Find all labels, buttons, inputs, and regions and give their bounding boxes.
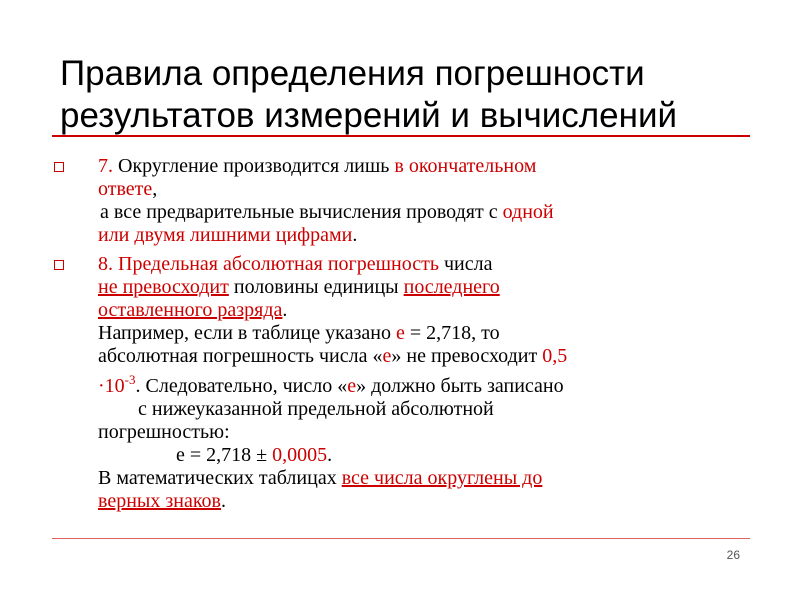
rule-item-8 xyxy=(98,253,738,513)
title-divider xyxy=(52,135,750,137)
item8-line-8: погрешностью: xyxy=(98,421,230,443)
item8-line-4: Например, если в таблице указано е = 2,718, то xyxy=(98,322,500,344)
item7-line-4: или двумя лишними цифрами. xyxy=(98,224,358,246)
item8-line-11: верных знаков. xyxy=(98,490,226,512)
item8-line-7: с нижеуказанной предельной абсолютной xyxy=(138,398,494,420)
item7-line-2: ответе, xyxy=(98,178,158,200)
square-bullet-icon xyxy=(54,162,64,172)
slide-title xyxy=(60,53,760,137)
page-number: 26 xyxy=(726,548,740,562)
item7-line-1: 7. Округление производится лишь в окончательном xyxy=(98,155,537,177)
title-line-2: результатов измерений и вычислений xyxy=(60,96,678,135)
item8-line-10: В математических таблицах все числа округлены до xyxy=(98,467,543,489)
item8-line-2: не превосходит половины единицы последнего xyxy=(98,276,500,298)
item8-line-6: $\cdot 10^{-3}$. Следовательно, число «е» должно быть записано xyxy=(98,372,564,397)
item7-number: 7. xyxy=(98,155,113,177)
item8-line-1: 8. Предельная абсолютная погрешность числа xyxy=(98,253,493,275)
item7-line-3: а все предварительные вычисления проводят с одной xyxy=(100,201,554,223)
square-bullet-icon xyxy=(54,260,64,270)
item8-line-3: оставленного разряда. xyxy=(98,299,288,321)
item8-line-5: абсолютная погрешность числа «е» не превосходит 0,5 xyxy=(98,345,568,367)
title-line-1: Правила определения погрешности xyxy=(60,54,645,93)
error-formula: е = 2,718 ± 0,0005. xyxy=(176,444,333,466)
item8-number: 8. xyxy=(98,253,113,275)
rule-item-7 xyxy=(98,155,738,247)
footer-divider xyxy=(52,538,750,539)
